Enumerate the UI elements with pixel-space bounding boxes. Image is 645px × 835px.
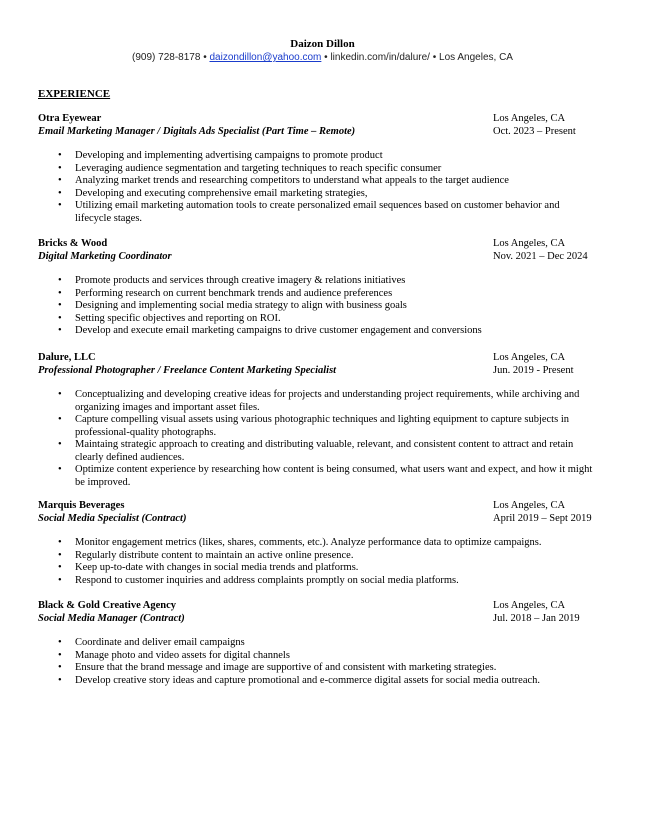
job-title: Digital Marketing Coordinator [38,251,172,262]
job-location: Los Angeles, CA [493,238,566,249]
job-entry [38,599,598,687]
bullet-item: • Designing and implementing social media strategy to align with business goals [75,300,598,313]
company-name: Dalure, LLC [38,352,96,363]
company-name: Bricks & Wood [38,238,108,249]
bullet-item: • Regularly distribute content to maintain an active online presence. [75,550,598,563]
bullet-item: • Develop creative story ideas and capture promotional and e-commerce digital assets for social media outreach. [75,675,598,688]
email-link[interactable]: daizondillon@yahoo.com [209,52,322,63]
bullet-item: • Manage photo and video assets for digital channels [75,650,598,663]
bullet-item: • Promote products and services through creative imagery & relations initiatives [75,275,598,288]
separator: • [324,52,328,63]
job-entry [38,112,598,225]
bullet-item: • Conceptualizing and developing creative ideas for projects and understanding project requirements, while archiving and organizing images and important asset files. [75,389,598,414]
job-location: Los Angeles, CA [493,600,566,611]
company-name: Otra Eyewear [38,113,102,124]
bullet-item: • Coordinate and deliver email campaigns [75,637,598,650]
bullet-item: • Performing research on current benchmark trends and audience preferences [75,288,598,301]
job-bullets [38,389,598,489]
bullet-item: • Respond to customer inquiries and address complaints promptly on social media platforms. [75,575,598,588]
job-bullets [38,637,598,687]
bullet-item: • Utilizing email marketing automation tools to create personalized email sequences based on customer behavior and lifecycle stages. [75,200,598,225]
bullet-item: • Keep up-to-date with changes in social media trends and platforms. [75,562,598,575]
job-dates: Jul. 2018 – Jan 2019 [493,613,580,624]
job-dates: April 2019 – Sept 2019 [493,513,592,524]
job-entry [38,499,598,587]
job-dates: Nov. 2021 – Dec 2024 [493,251,588,262]
bullet-item: • Maintaing strategic approach to creating and distributing valuable, relevant, and consistent content to attract and retain clearly defined audiences. [75,439,598,464]
job-bullets [38,275,598,338]
job-dates: Oct. 2023 – Present [493,126,576,137]
bullet-item: • Setting specific objectives and reporting on ROI. [75,313,598,326]
bullet-item: • Developing and implementing advertising campaigns to promote product [75,150,598,163]
job-location: Los Angeles, CA [493,352,566,363]
job-title: Social Media Specialist (Contract) [38,513,187,524]
candidate-name: Daizon Dillon [290,38,355,50]
bullet-item: • Leveraging audience segmentation and targeting techniques to reach specific consumer [75,163,598,176]
bullet-item: • Develop and execute email marketing campaigns to drive customer engagement and conversions [75,325,598,338]
company-name: Black & Gold Creative Agency [38,600,177,611]
job-entry [38,237,598,338]
bullet-item: • Monitor engagement metrics (likes, shares, comments, etc.). Analyze performance data to optimize campaigns. [75,537,598,550]
job-location: Los Angeles, CA [493,500,566,511]
contact-line [0,52,645,63]
separator: • [432,52,437,63]
section-title-experience: EXPERIENCE [38,88,111,100]
linkedin-url[interactable]: linkedin.com/in/dalure/ [330,52,430,63]
phone-number: (909) 728-8178 [132,52,201,63]
bullet-item: • Ensure that the brand message and image are supportive of and consistent with marketing strategies. [75,662,598,675]
company-name: Marquis Beverages [38,500,125,511]
job-entry [38,351,598,489]
bullet-item: • Developing and executing comprehensive email marketing strategies, [75,188,598,201]
bullet-item: • Analyzing market trends and researching competitors to understand what appeals to the target audience [75,175,598,188]
job-bullets [38,537,598,587]
job-bullets [38,150,598,225]
bullet-item: • Capture compelling visual assets using various photographic techniques and lighting equipment to capture subjects in professional-quality photographs. [75,414,598,439]
job-title: Email Marketing Manager / Digitals Ads Specialist (Part Time – Remote) [38,126,356,137]
separator: • [203,52,207,63]
bullet-item: • Optimize content experience by researching how content is being consumed, what users want and expect, and how it might be improved. [75,464,598,489]
contact-location: Los Angeles, CA [439,52,513,63]
job-title: Professional Photographer / Freelance Content Marketing Specialist [38,365,337,376]
job-dates: Jun. 2019 - Present [493,365,574,376]
job-location: Los Angeles, CA [493,113,566,124]
job-title: Social Media Manager (Contract) [38,613,185,624]
